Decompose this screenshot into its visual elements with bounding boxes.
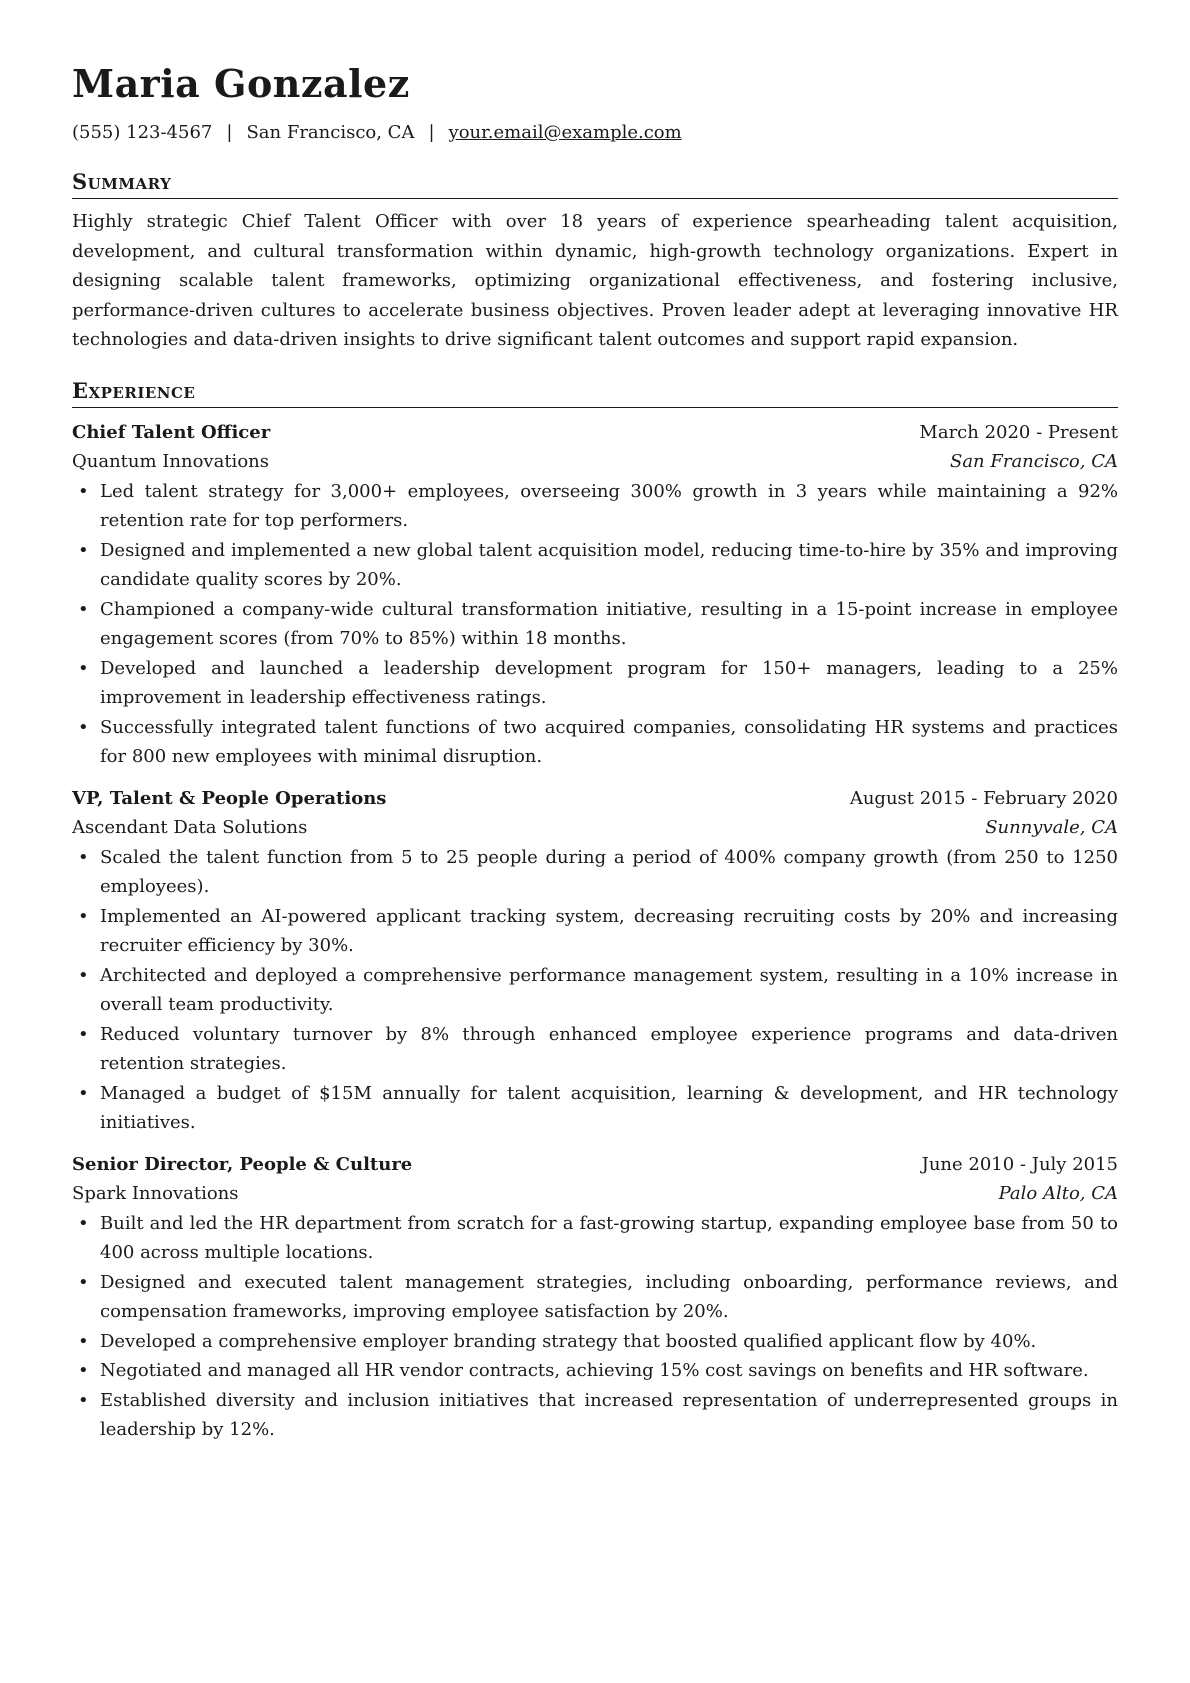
job-dates: June 2010 - July 2015 (921, 1153, 1118, 1175)
job-bullets (72, 843, 1118, 1138)
job-bullets (72, 1209, 1118, 1445)
job-company: Spark Innovations (72, 1183, 239, 1204)
job-company: Ascendant Data Solutions (72, 817, 308, 838)
job-dates: August 2015 - February 2020 (849, 787, 1118, 809)
list-item: • Successfully integrated talent functions of two acquired companies, consolidating HR systems and practices for 800 new employees with minimal disruption. (100, 713, 1118, 772)
candidate-name: Maria Gonzalez (72, 61, 410, 106)
job-entry (72, 1150, 1118, 1445)
summary-heading: Summary (72, 168, 1118, 199)
summary-text: Highly strategic Chief Talent Officer with over 18 years of experience spearheading talent acquisition, development, and cultural transformation within dynamic, high-growth technology organizations. Expert in designing scalable talent frameworks, optimizing organizational effectiveness, and fostering inclusive, performance-driven cultures to accelerate business objectives. Proven leader adept at leveraging innovative HR technologies and data-driven insights to drive significant talent outcomes and support rapid expansion. (72, 211, 1118, 350)
job-bullets (72, 477, 1118, 772)
job-entry (72, 418, 1118, 772)
list-item: • Implemented an AI-powered applicant tracking system, decreasing recruiting costs by 20% and increasing recruiter efficiency by 30%. (100, 902, 1118, 961)
job-entry (72, 784, 1118, 1138)
job-title: VP, Talent & People Operations (72, 787, 387, 809)
contact-separator: | (428, 122, 435, 143)
list-item: • Developed a comprehensive employer branding strategy that boosted qualified applicant flow by 40%. (100, 1327, 1118, 1357)
job-location: Sunnyvale, CA (985, 817, 1118, 838)
contact-location: San Francisco, CA (246, 122, 415, 143)
list-item: • Established diversity and inclusion initiatives that increased representation of underrepresented groups in leadership by 12%. (100, 1386, 1118, 1445)
list-item: • Scaled the talent function from 5 to 25 people during a period of 400% company growth (from 250 to 1250 employees). (100, 843, 1118, 902)
contact-separator: | (226, 122, 233, 143)
list-item: • Architected and deployed a comprehensive performance management system, resulting in a 10% increase in overall team productivity. (100, 961, 1118, 1020)
email-link[interactable]: your.email@example.com (448, 122, 682, 143)
list-item: • Built and led the HR department from scratch for a fast-growing startup, expanding employee base from 50 to 400 across multiple locations. (100, 1209, 1118, 1268)
phone-number: (555) 123-4567 (72, 122, 213, 143)
list-item: • Negotiated and managed all HR vendor contracts, achieving 15% cost savings on benefits and HR software. (100, 1356, 1118, 1386)
experience-list (72, 418, 1118, 1445)
list-item: • Developed and launched a leadership development program for 150+ managers, leading to a 25% improvement in leadership effectiveness ratings. (100, 654, 1118, 713)
experience-heading: Experience (72, 377, 1118, 408)
job-location: San Francisco, CA (949, 451, 1118, 472)
list-item: • Reduced voluntary turnover by 8% through enhanced employee experience programs and data-driven retention strategies. (100, 1020, 1118, 1079)
list-item: • Designed and implemented a new global talent acquisition model, reducing time-to-hire by 35% and improving candidate quality scores by 20%. (100, 536, 1118, 595)
list-item: • Managed a budget of $15M annually for talent acquisition, learning & development, and HR technology initiatives. (100, 1079, 1118, 1138)
contact-line (72, 120, 1118, 146)
list-item: • Led talent strategy for 3,000+ employees, overseeing 300% growth in 3 years while maintaining a 92% retention rate for top performers. (100, 477, 1118, 536)
job-company: Quantum Innovations (72, 451, 269, 472)
job-title: Chief Talent Officer (72, 421, 271, 443)
list-item: • Designed and executed talent management strategies, including onboarding, performance reviews, and compensation frameworks, improving employee satisfaction by 20%. (100, 1268, 1118, 1327)
list-item: • Championed a company-wide cultural transformation initiative, resulting in a 15-point increase in employee engagement scores (from 70% to 85%) within 18 months. (100, 595, 1118, 654)
job-location: Palo Alto, CA (998, 1183, 1118, 1204)
job-dates: March 2020 - Present (919, 421, 1118, 443)
job-title: Senior Director, People & Culture (72, 1153, 413, 1175)
